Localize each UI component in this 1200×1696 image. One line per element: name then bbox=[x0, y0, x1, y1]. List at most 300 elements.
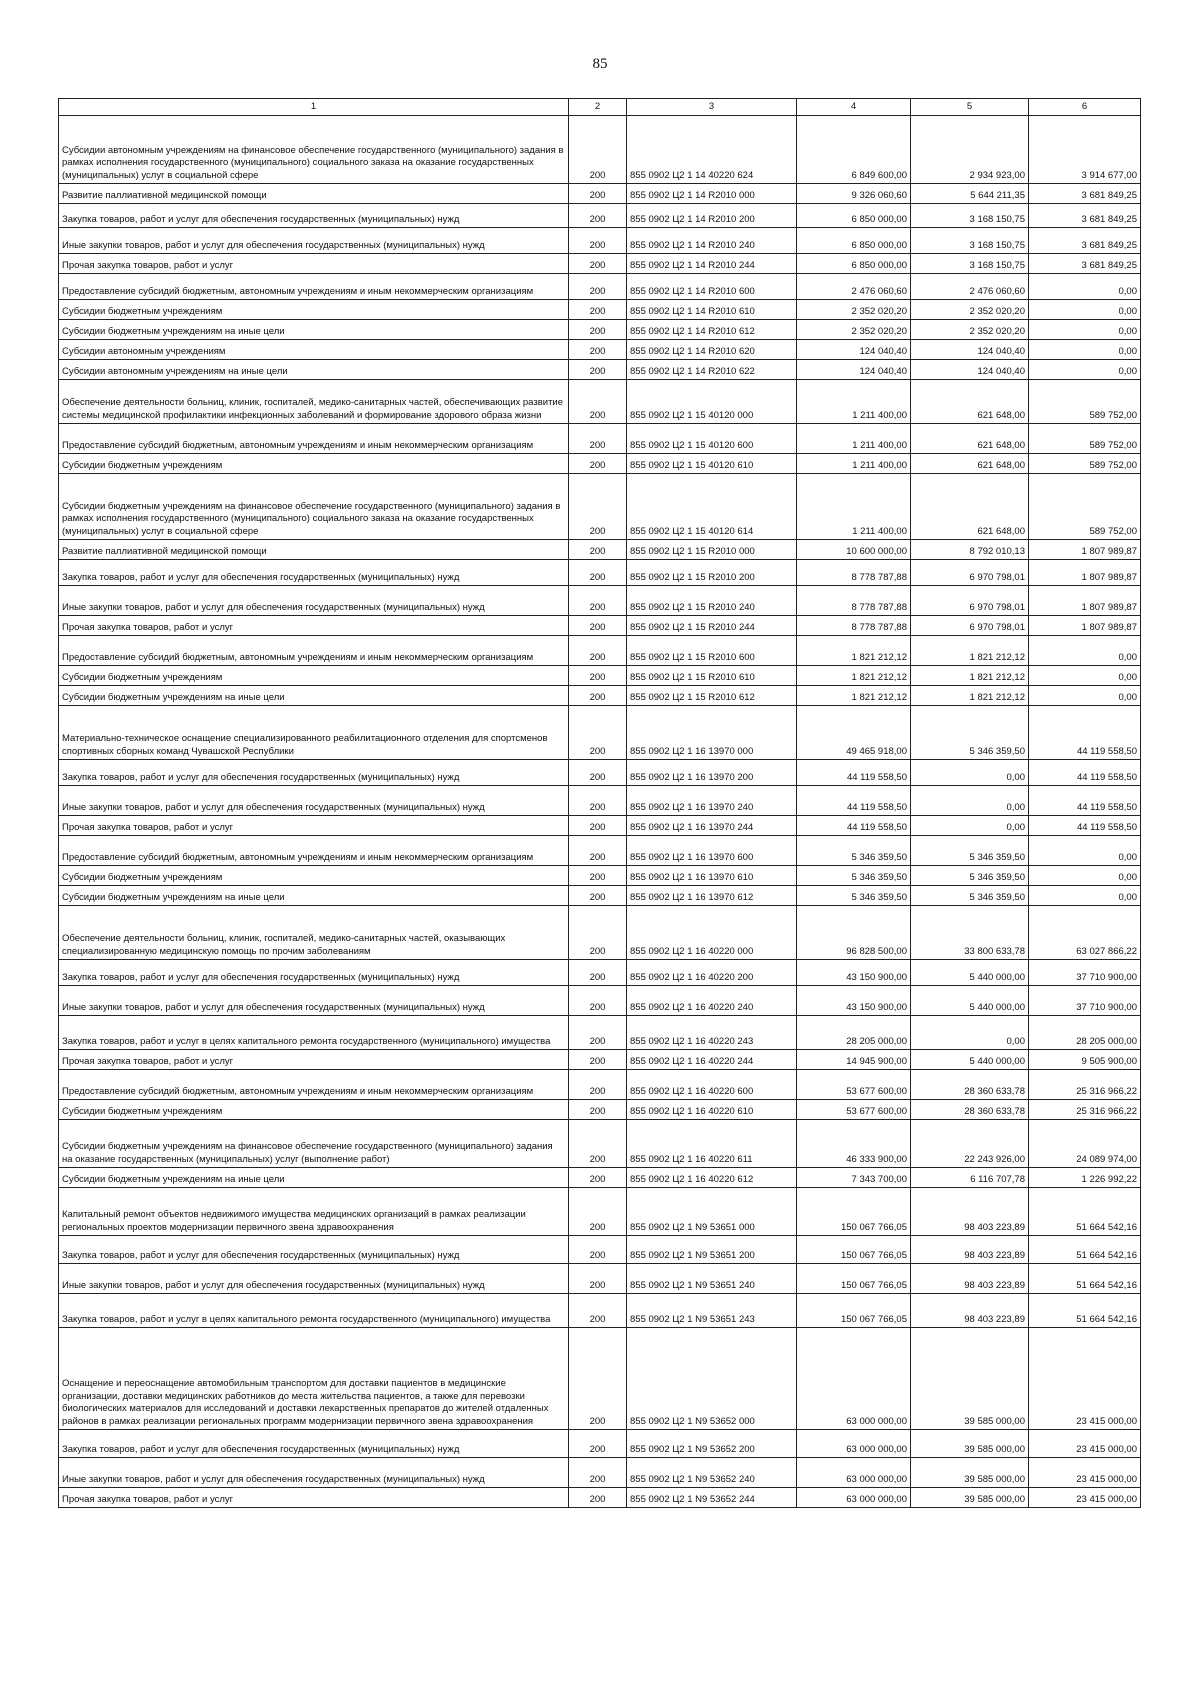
table-row bbox=[59, 1100, 1141, 1120]
cell-amount-5: 5 644 211,35 bbox=[911, 184, 1029, 204]
table-row bbox=[59, 636, 1141, 666]
cell-amount-6: 1 807 989,87 bbox=[1029, 540, 1141, 560]
cell-amount-5: 5 440 000,00 bbox=[911, 1050, 1029, 1070]
cell-kbk: 855 0902 Ц2 1 15 40120 610 bbox=[627, 454, 797, 474]
cell-amount-6: 23 415 000,00 bbox=[1029, 1328, 1141, 1430]
cell-amount-4: 150 067 766,05 bbox=[797, 1188, 911, 1236]
cell-amount-6: 0,00 bbox=[1029, 300, 1141, 320]
table-row bbox=[59, 380, 1141, 424]
cell-name: Материально-техническое оснащение специализированного реабилитационного отделения для спортсменов спортивных сборных команд Чувашской Республики bbox=[59, 706, 569, 760]
cell-amount-5: 39 585 000,00 bbox=[911, 1328, 1029, 1430]
cell-name: Обеспечение деятельности больниц, клиник, госпиталей, медико-санитарных частей, обеспечивающих развитие системы медицинской профилактики инфекционных заболеваний и формирование здорового образа жизни bbox=[59, 380, 569, 424]
cell-amount-4: 8 778 787,88 bbox=[797, 616, 911, 636]
cell-name: Капитальный ремонт объектов недвижимого имущества медицинских организаций в рамках реализации региональных проектов модернизации первичного звена здравоохранения bbox=[59, 1188, 569, 1236]
cell-name: Закупка товаров, работ и услуг для обеспечения государственных (муниципальных) нужд bbox=[59, 760, 569, 786]
cell-name: Прочая закупка товаров, работ и услуг bbox=[59, 1488, 569, 1508]
cell-code: 200 bbox=[569, 204, 627, 228]
table-row bbox=[59, 1050, 1141, 1070]
table-row bbox=[59, 1070, 1141, 1100]
cell-amount-6: 0,00 bbox=[1029, 866, 1141, 886]
cell-amount-4: 53 677 600,00 bbox=[797, 1070, 911, 1100]
cell-amount-5: 621 648,00 bbox=[911, 454, 1029, 474]
table-row bbox=[59, 666, 1141, 686]
cell-kbk: 855 0902 Ц2 1 16 40220 000 bbox=[627, 906, 797, 960]
cell-code: 200 bbox=[569, 836, 627, 866]
table-row bbox=[59, 254, 1141, 274]
cell-name: Прочая закупка товаров, работ и услуг bbox=[59, 254, 569, 274]
cell-code: 200 bbox=[569, 1264, 627, 1294]
cell-name: Субсидии автономным учреждениям на финансовое обеспечение государственного (муниципального) задания в рамках исполнения государственного (муниципального) социального заказа на оказание государственных (муниципальных) услуг в социальной сфере bbox=[59, 116, 569, 184]
cell-amount-4: 6 850 000,00 bbox=[797, 254, 911, 274]
cell-amount-4: 44 119 558,50 bbox=[797, 786, 911, 816]
cell-amount-6: 44 119 558,50 bbox=[1029, 760, 1141, 786]
cell-kbk: 855 0902 Ц2 1 14 R2010 000 bbox=[627, 184, 797, 204]
cell-kbk: 855 0902 Ц2 1 14 R2010 620 bbox=[627, 340, 797, 360]
cell-kbk: 855 0902 Ц2 1 15 R2010 000 bbox=[627, 540, 797, 560]
cell-code: 200 bbox=[569, 686, 627, 706]
cell-code: 200 bbox=[569, 1100, 627, 1120]
cell-kbk: 855 0902 Ц2 1 15 40120 000 bbox=[627, 380, 797, 424]
table-row bbox=[59, 1236, 1141, 1264]
cell-amount-6: 589 752,00 bbox=[1029, 474, 1141, 540]
cell-code: 200 bbox=[569, 986, 627, 1016]
cell-kbk: 855 0902 Ц2 1 15 R2010 610 bbox=[627, 666, 797, 686]
table-row bbox=[59, 204, 1141, 228]
cell-amount-5: 6 116 707,78 bbox=[911, 1168, 1029, 1188]
cell-code: 200 bbox=[569, 1050, 627, 1070]
cell-amount-4: 63 000 000,00 bbox=[797, 1328, 911, 1430]
cell-amount-5: 33 800 633,78 bbox=[911, 906, 1029, 960]
table-row bbox=[59, 1328, 1141, 1430]
table-row bbox=[59, 116, 1141, 184]
cell-amount-4: 14 945 900,00 bbox=[797, 1050, 911, 1070]
table-header bbox=[59, 99, 1141, 116]
cell-amount-4: 1 211 400,00 bbox=[797, 454, 911, 474]
cell-name: Субсидии бюджетным учреждениям на финансовое обеспечение государственного (муниципального) задания на оказание государственных (муниципальных) услуг (выполнение работ) bbox=[59, 1120, 569, 1168]
cell-amount-6: 3 681 849,25 bbox=[1029, 228, 1141, 254]
cell-code: 200 bbox=[569, 760, 627, 786]
cell-amount-6: 23 415 000,00 bbox=[1029, 1458, 1141, 1488]
cell-kbk: 855 0902 Ц2 1 16 40220 612 bbox=[627, 1168, 797, 1188]
cell-code: 200 bbox=[569, 320, 627, 340]
cell-amount-4: 8 778 787,88 bbox=[797, 586, 911, 616]
cell-kbk: 855 0902 Ц2 1 15 R2010 244 bbox=[627, 616, 797, 636]
cell-kbk: 855 0902 Ц2 1 N9 53652 200 bbox=[627, 1430, 797, 1458]
cell-amount-5: 124 040,40 bbox=[911, 360, 1029, 380]
table-row bbox=[59, 686, 1141, 706]
cell-code: 200 bbox=[569, 906, 627, 960]
cell-amount-5: 1 821 212,12 bbox=[911, 666, 1029, 686]
cell-amount-6: 3 681 849,25 bbox=[1029, 184, 1141, 204]
table-row bbox=[59, 1120, 1141, 1168]
cell-amount-4: 1 211 400,00 bbox=[797, 474, 911, 540]
table-row bbox=[59, 300, 1141, 320]
cell-amount-6: 0,00 bbox=[1029, 320, 1141, 340]
cell-amount-5: 2 352 020,20 bbox=[911, 320, 1029, 340]
cell-name: Предоставление субсидий бюджетным, автономным учреждениям и иным некоммерческим организациям bbox=[59, 636, 569, 666]
cell-amount-6: 3 681 849,25 bbox=[1029, 204, 1141, 228]
cell-kbk: 855 0902 Ц2 1 N9 53652 000 bbox=[627, 1328, 797, 1430]
cell-code: 200 bbox=[569, 886, 627, 906]
cell-amount-4: 63 000 000,00 bbox=[797, 1458, 911, 1488]
column-header-5: 5 bbox=[911, 99, 1029, 116]
column-header-6: 6 bbox=[1029, 99, 1141, 116]
cell-code: 200 bbox=[569, 474, 627, 540]
cell-code: 200 bbox=[569, 274, 627, 300]
cell-code: 200 bbox=[569, 340, 627, 360]
cell-amount-5: 0,00 bbox=[911, 786, 1029, 816]
cell-amount-5: 3 168 150,75 bbox=[911, 204, 1029, 228]
cell-name: Субсидии бюджетным учреждениям bbox=[59, 454, 569, 474]
cell-amount-6: 3 681 849,25 bbox=[1029, 254, 1141, 274]
cell-code: 200 bbox=[569, 1070, 627, 1100]
cell-amount-4: 124 040,40 bbox=[797, 340, 911, 360]
table-row bbox=[59, 986, 1141, 1016]
cell-kbk: 855 0902 Ц2 1 14 R2010 244 bbox=[627, 254, 797, 274]
cell-name: Предоставление субсидий бюджетным, автономным учреждениям и иным некоммерческим организациям bbox=[59, 836, 569, 866]
cell-amount-5: 6 970 798,01 bbox=[911, 586, 1029, 616]
cell-amount-6: 589 752,00 bbox=[1029, 380, 1141, 424]
cell-amount-5: 621 648,00 bbox=[911, 380, 1029, 424]
cell-kbk: 855 0902 Ц2 1 16 40220 244 bbox=[627, 1050, 797, 1070]
page-number: 85 bbox=[592, 56, 608, 72]
cell-code: 200 bbox=[569, 454, 627, 474]
cell-amount-5: 98 403 223,89 bbox=[911, 1188, 1029, 1236]
cell-name: Субсидии бюджетным учреждениям bbox=[59, 1100, 569, 1120]
table-row bbox=[59, 1488, 1141, 1508]
cell-amount-4: 46 333 900,00 bbox=[797, 1120, 911, 1168]
column-header-2: 2 bbox=[569, 99, 627, 116]
cell-amount-4: 1 211 400,00 bbox=[797, 424, 911, 454]
table-row bbox=[59, 1264, 1141, 1294]
table-row bbox=[59, 616, 1141, 636]
cell-amount-6: 25 316 966,22 bbox=[1029, 1100, 1141, 1120]
table-row bbox=[59, 274, 1141, 300]
table-row bbox=[59, 320, 1141, 340]
cell-amount-4: 2 476 060,60 bbox=[797, 274, 911, 300]
cell-code: 200 bbox=[569, 560, 627, 586]
cell-kbk: 855 0902 Ц2 1 N9 53651 200 bbox=[627, 1236, 797, 1264]
cell-amount-4: 150 067 766,05 bbox=[797, 1264, 911, 1294]
table-row bbox=[59, 886, 1141, 906]
table-row bbox=[59, 454, 1141, 474]
cell-kbk: 855 0902 Ц2 1 14 R2010 240 bbox=[627, 228, 797, 254]
cell-name: Прочая закупка товаров, работ и услуг bbox=[59, 616, 569, 636]
cell-name: Закупка товаров, работ и услуг для обеспечения государственных (муниципальных) нужд bbox=[59, 960, 569, 986]
cell-amount-5: 621 648,00 bbox=[911, 424, 1029, 454]
header-row bbox=[59, 99, 1141, 116]
cell-name: Иные закупки товаров, работ и услуг для обеспечения государственных (муниципальных) нужд bbox=[59, 986, 569, 1016]
cell-code: 200 bbox=[569, 706, 627, 760]
cell-code: 200 bbox=[569, 116, 627, 184]
cell-amount-4: 6 850 000,00 bbox=[797, 204, 911, 228]
cell-amount-5: 98 403 223,89 bbox=[911, 1236, 1029, 1264]
cell-amount-6: 0,00 bbox=[1029, 686, 1141, 706]
cell-name: Закупка товаров, работ и услуг для обеспечения государственных (муниципальных) нужд bbox=[59, 1430, 569, 1458]
cell-kbk: 855 0902 Ц2 1 16 40220 611 bbox=[627, 1120, 797, 1168]
cell-kbk: 855 0902 Ц2 1 16 13970 612 bbox=[627, 886, 797, 906]
cell-amount-4: 63 000 000,00 bbox=[797, 1430, 911, 1458]
cell-kbk: 855 0902 Ц2 1 14 40220 624 bbox=[627, 116, 797, 184]
cell-code: 200 bbox=[569, 360, 627, 380]
table-row bbox=[59, 1294, 1141, 1328]
cell-code: 200 bbox=[569, 960, 627, 986]
cell-name: Предоставление субсидий бюджетным, автономным учреждениям и иным некоммерческим организациям bbox=[59, 274, 569, 300]
cell-amount-4: 63 000 000,00 bbox=[797, 1488, 911, 1508]
cell-amount-6: 9 505 900,00 bbox=[1029, 1050, 1141, 1070]
cell-name: Закупка товаров, работ и услуг для обеспечения государственных (муниципальных) нужд bbox=[59, 560, 569, 586]
cell-amount-6: 24 089 974,00 bbox=[1029, 1120, 1141, 1168]
table-row bbox=[59, 540, 1141, 560]
cell-name: Развитие паллиативной медицинской помощи bbox=[59, 540, 569, 560]
column-header-3: 3 bbox=[627, 99, 797, 116]
cell-amount-5: 5 346 359,50 bbox=[911, 886, 1029, 906]
cell-kbk: 855 0902 Ц2 1 16 13970 000 bbox=[627, 706, 797, 760]
cell-amount-5: 28 360 633,78 bbox=[911, 1100, 1029, 1120]
cell-amount-5: 28 360 633,78 bbox=[911, 1070, 1029, 1100]
cell-amount-6: 1 807 989,87 bbox=[1029, 616, 1141, 636]
table-row bbox=[59, 906, 1141, 960]
cell-amount-5: 22 243 926,00 bbox=[911, 1120, 1029, 1168]
cell-code: 200 bbox=[569, 424, 627, 454]
cell-kbk: 855 0902 Ц2 1 15 R2010 200 bbox=[627, 560, 797, 586]
cell-amount-6: 63 027 866,22 bbox=[1029, 906, 1141, 960]
cell-amount-5: 5 440 000,00 bbox=[911, 986, 1029, 1016]
cell-name: Субсидии бюджетным учреждениям bbox=[59, 300, 569, 320]
cell-amount-6: 0,00 bbox=[1029, 836, 1141, 866]
cell-name: Иные закупки товаров, работ и услуг для обеспечения государственных (муниципальных) нужд bbox=[59, 786, 569, 816]
cell-kbk: 855 0902 Ц2 1 15 R2010 612 bbox=[627, 686, 797, 706]
table-row bbox=[59, 1458, 1141, 1488]
cell-name: Субсидии автономным учреждениям на иные цели bbox=[59, 360, 569, 380]
cell-code: 200 bbox=[569, 636, 627, 666]
cell-amount-6: 0,00 bbox=[1029, 886, 1141, 906]
cell-code: 200 bbox=[569, 586, 627, 616]
table-row bbox=[59, 760, 1141, 786]
cell-amount-4: 9 326 060,60 bbox=[797, 184, 911, 204]
cell-name: Иные закупки товаров, работ и услуг для обеспечения государственных (муниципальных) нужд bbox=[59, 1458, 569, 1488]
cell-kbk: 855 0902 Ц2 1 14 R2010 600 bbox=[627, 274, 797, 300]
cell-amount-4: 7 343 700,00 bbox=[797, 1168, 911, 1188]
cell-amount-4: 10 600 000,00 bbox=[797, 540, 911, 560]
table-row bbox=[59, 560, 1141, 586]
cell-code: 200 bbox=[569, 1430, 627, 1458]
cell-name: Развитие паллиативной медицинской помощи bbox=[59, 184, 569, 204]
table-row bbox=[59, 1188, 1141, 1236]
cell-amount-4: 28 205 000,00 bbox=[797, 1016, 911, 1050]
cell-amount-5: 39 585 000,00 bbox=[911, 1430, 1029, 1458]
cell-amount-5: 98 403 223,89 bbox=[911, 1294, 1029, 1328]
cell-code: 200 bbox=[569, 300, 627, 320]
cell-kbk: 855 0902 Ц2 1 16 40220 600 bbox=[627, 1070, 797, 1100]
table-row bbox=[59, 424, 1141, 454]
cell-name: Закупка товаров, работ и услуг в целях капитального ремонта государственного (муниципального) имущества bbox=[59, 1294, 569, 1328]
cell-kbk: 855 0902 Ц2 1 16 13970 240 bbox=[627, 786, 797, 816]
cell-amount-5: 1 821 212,12 bbox=[911, 686, 1029, 706]
cell-code: 200 bbox=[569, 616, 627, 636]
cell-kbk: 855 0902 Ц2 1 N9 53651 000 bbox=[627, 1188, 797, 1236]
cell-amount-6: 37 710 900,00 bbox=[1029, 986, 1141, 1016]
cell-amount-4: 43 150 900,00 bbox=[797, 986, 911, 1016]
cell-amount-6: 23 415 000,00 bbox=[1029, 1488, 1141, 1508]
cell-kbk: 855 0902 Ц2 1 14 R2010 622 bbox=[627, 360, 797, 380]
cell-amount-6: 0,00 bbox=[1029, 360, 1141, 380]
cell-amount-5: 6 970 798,01 bbox=[911, 560, 1029, 586]
cell-name: Субсидии бюджетным учреждениям на иные цели bbox=[59, 320, 569, 340]
cell-kbk: 855 0902 Ц2 1 16 13970 200 bbox=[627, 760, 797, 786]
cell-amount-4: 44 119 558,50 bbox=[797, 816, 911, 836]
cell-amount-6: 25 316 966,22 bbox=[1029, 1070, 1141, 1100]
cell-amount-4: 1 821 212,12 bbox=[797, 686, 911, 706]
cell-kbk: 855 0902 Ц2 1 16 13970 610 bbox=[627, 866, 797, 886]
cell-amount-4: 5 346 359,50 bbox=[797, 866, 911, 886]
cell-amount-5: 0,00 bbox=[911, 816, 1029, 836]
cell-amount-6: 23 415 000,00 bbox=[1029, 1430, 1141, 1458]
cell-amount-4: 5 346 359,50 bbox=[797, 886, 911, 906]
cell-name: Субсидии бюджетным учреждениям bbox=[59, 666, 569, 686]
cell-amount-4: 6 849 600,00 bbox=[797, 116, 911, 184]
cell-amount-6: 51 664 542,16 bbox=[1029, 1188, 1141, 1236]
cell-name: Субсидии бюджетным учреждениям на иные цели bbox=[59, 886, 569, 906]
table-row bbox=[59, 340, 1141, 360]
cell-amount-5: 8 792 010,13 bbox=[911, 540, 1029, 560]
cell-amount-4: 49 465 918,00 bbox=[797, 706, 911, 760]
cell-amount-6: 44 119 558,50 bbox=[1029, 816, 1141, 836]
cell-code: 200 bbox=[569, 1120, 627, 1168]
cell-kbk: 855 0902 Ц2 1 14 R2010 200 bbox=[627, 204, 797, 228]
table-row bbox=[59, 474, 1141, 540]
cell-code: 200 bbox=[569, 254, 627, 274]
cell-name: Субсидии бюджетным учреждениям на иные цели bbox=[59, 1168, 569, 1188]
cell-amount-6: 1 807 989,87 bbox=[1029, 586, 1141, 616]
cell-name: Иные закупки товаров, работ и услуг для обеспечения государственных (муниципальных) нужд bbox=[59, 1264, 569, 1294]
cell-amount-5: 5 346 359,50 bbox=[911, 866, 1029, 886]
cell-amount-5: 2 352 020,20 bbox=[911, 300, 1029, 320]
cell-code: 200 bbox=[569, 1236, 627, 1264]
cell-kbk: 855 0902 Ц2 1 16 40220 200 bbox=[627, 960, 797, 986]
cell-amount-5: 5 346 359,50 bbox=[911, 706, 1029, 760]
cell-amount-5: 3 168 150,75 bbox=[911, 228, 1029, 254]
cell-code: 200 bbox=[569, 540, 627, 560]
cell-kbk: 855 0902 Ц2 1 16 13970 244 bbox=[627, 816, 797, 836]
cell-amount-6: 44 119 558,50 bbox=[1029, 706, 1141, 760]
cell-code: 200 bbox=[569, 1488, 627, 1508]
cell-code: 200 bbox=[569, 1016, 627, 1050]
cell-name: Иные закупки товаров, работ и услуг для обеспечения государственных (муниципальных) нужд bbox=[59, 228, 569, 254]
cell-amount-5: 621 648,00 bbox=[911, 474, 1029, 540]
column-header-4: 4 bbox=[797, 99, 911, 116]
cell-kbk: 855 0902 Ц2 1 15 R2010 240 bbox=[627, 586, 797, 616]
cell-amount-5: 5 440 000,00 bbox=[911, 960, 1029, 986]
cell-amount-6: 44 119 558,50 bbox=[1029, 786, 1141, 816]
cell-name: Закупка товаров, работ и услуг в целях капитального ремонта государственного (муниципального) имущества bbox=[59, 1016, 569, 1050]
cell-code: 200 bbox=[569, 1168, 627, 1188]
cell-name: Иные закупки товаров, работ и услуг для обеспечения государственных (муниципальных) нужд bbox=[59, 586, 569, 616]
table-row bbox=[59, 960, 1141, 986]
cell-kbk: 855 0902 Ц2 1 16 13970 600 bbox=[627, 836, 797, 866]
cell-name: Предоставление субсидий бюджетным, автономным учреждениям и иным некоммерческим организациям bbox=[59, 1070, 569, 1100]
cell-amount-6: 589 752,00 bbox=[1029, 454, 1141, 474]
cell-kbk: 855 0902 Ц2 1 16 40220 243 bbox=[627, 1016, 797, 1050]
cell-amount-5: 1 821 212,12 bbox=[911, 636, 1029, 666]
cell-kbk: 855 0902 Ц2 1 16 40220 240 bbox=[627, 986, 797, 1016]
cell-amount-4: 43 150 900,00 bbox=[797, 960, 911, 986]
cell-amount-6: 51 664 542,16 bbox=[1029, 1264, 1141, 1294]
column-header-1: 1 bbox=[59, 99, 569, 116]
cell-amount-4: 150 067 766,05 bbox=[797, 1236, 911, 1264]
cell-amount-5: 2 934 923,00 bbox=[911, 116, 1029, 184]
cell-amount-4: 2 352 020,20 bbox=[797, 320, 911, 340]
cell-code: 200 bbox=[569, 816, 627, 836]
table-row bbox=[59, 184, 1141, 204]
table-row bbox=[59, 228, 1141, 254]
cell-kbk: 855 0902 Ц2 1 15 R2010 600 bbox=[627, 636, 797, 666]
cell-kbk: 855 0902 Ц2 1 N9 53651 240 bbox=[627, 1264, 797, 1294]
cell-amount-5: 3 168 150,75 bbox=[911, 254, 1029, 274]
cell-amount-6: 3 914 677,00 bbox=[1029, 116, 1141, 184]
cell-amount-4: 1 821 212,12 bbox=[797, 666, 911, 686]
cell-amount-5: 0,00 bbox=[911, 1016, 1029, 1050]
cell-amount-6: 1 226 992,22 bbox=[1029, 1168, 1141, 1188]
cell-code: 200 bbox=[569, 1328, 627, 1430]
cell-amount-4: 2 352 020,20 bbox=[797, 300, 911, 320]
cell-code: 200 bbox=[569, 184, 627, 204]
cell-code: 200 bbox=[569, 666, 627, 686]
table-row bbox=[59, 360, 1141, 380]
cell-name: Субсидии автономным учреждениям bbox=[59, 340, 569, 360]
cell-amount-6: 28 205 000,00 bbox=[1029, 1016, 1141, 1050]
cell-name: Прочая закупка товаров, работ и услуг bbox=[59, 816, 569, 836]
cell-code: 200 bbox=[569, 228, 627, 254]
cell-amount-5: 6 970 798,01 bbox=[911, 616, 1029, 636]
cell-kbk: 855 0902 Ц2 1 15 40120 600 bbox=[627, 424, 797, 454]
cell-name: Субсидии бюджетным учреждениям bbox=[59, 866, 569, 886]
cell-amount-6: 0,00 bbox=[1029, 666, 1141, 686]
table-row bbox=[59, 816, 1141, 836]
cell-amount-6: 0,00 bbox=[1029, 274, 1141, 300]
cell-amount-4: 96 828 500,00 bbox=[797, 906, 911, 960]
cell-code: 200 bbox=[569, 866, 627, 886]
cell-code: 200 bbox=[569, 380, 627, 424]
table-row bbox=[59, 836, 1141, 866]
cell-amount-5: 2 476 060,60 bbox=[911, 274, 1029, 300]
cell-amount-6: 0,00 bbox=[1029, 636, 1141, 666]
table-row bbox=[59, 866, 1141, 886]
cell-name: Предоставление субсидий бюджетным, автономным учреждениям и иным некоммерческим организациям bbox=[59, 424, 569, 454]
cell-amount-4: 8 778 787,88 bbox=[797, 560, 911, 586]
cell-amount-6: 1 807 989,87 bbox=[1029, 560, 1141, 586]
cell-amount-6: 0,00 bbox=[1029, 340, 1141, 360]
cell-kbk: 855 0902 Ц2 1 14 R2010 612 bbox=[627, 320, 797, 340]
cell-amount-5: 98 403 223,89 bbox=[911, 1264, 1029, 1294]
cell-kbk: 855 0902 Ц2 1 15 40120 614 bbox=[627, 474, 797, 540]
cell-amount-5: 5 346 359,50 bbox=[911, 836, 1029, 866]
cell-amount-4: 124 040,40 bbox=[797, 360, 911, 380]
table-row bbox=[59, 1016, 1141, 1050]
cell-code: 200 bbox=[569, 1458, 627, 1488]
cell-amount-5: 39 585 000,00 bbox=[911, 1488, 1029, 1508]
cell-amount-4: 6 850 000,00 bbox=[797, 228, 911, 254]
table-row bbox=[59, 706, 1141, 760]
cell-amount-6: 589 752,00 bbox=[1029, 424, 1141, 454]
cell-amount-6: 51 664 542,16 bbox=[1029, 1236, 1141, 1264]
cell-amount-5: 39 585 000,00 bbox=[911, 1458, 1029, 1488]
cell-name: Субсидии бюджетным учреждениям на иные цели bbox=[59, 686, 569, 706]
cell-amount-6: 51 664 542,16 bbox=[1029, 1294, 1141, 1328]
table-row bbox=[59, 786, 1141, 816]
cell-amount-5: 124 040,40 bbox=[911, 340, 1029, 360]
cell-amount-4: 44 119 558,50 bbox=[797, 760, 911, 786]
